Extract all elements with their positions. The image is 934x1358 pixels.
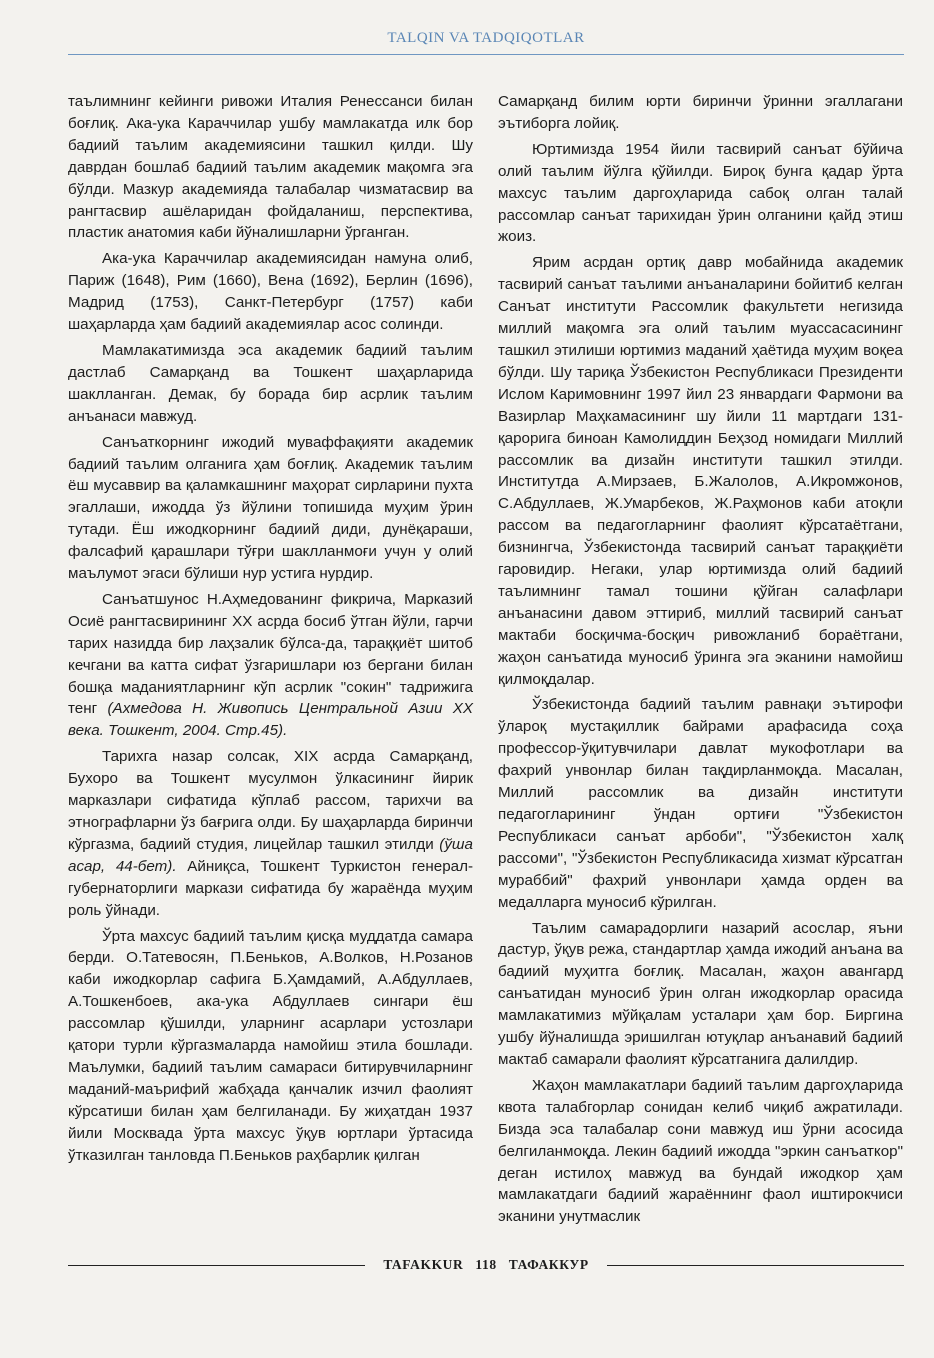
paragraph-text: Тарихга назар солсак, XIX асрда Самарқанд, Бухоро ва Тошкент мусулмон ўлкасининг йирик марказлари сифатида кўплаб рассом, тарихчи ва этнографларни ўз бағрига олди. Бу шаҳарларда биринчи кўргазма, бадиий студия, лицейлар ташкил этилди: [68, 748, 473, 853]
paragraph: [68, 746, 473, 921]
paragraph: Ўрта махсус бадиий таълим қисқа муддатда самара берди. О.Татевосян, П.Беньков, А.Волков, Н.Розанов каби ижодкорлар сафига Б.Ҳамдамий, А.Абдуллаев, А.Тошкенбоев, ака-ука Абдуллаев сингари ёш рассомлар қўшилди, уларнинг асарлари устозлари қатори турли кўргазмаларда намойиш этила бошлади. Маълумки, бадиий таълим самараси битирувчиларнинг маданий-маърифий жабҳада қанчалик изчил фаолият кўрсатиши билан ҳам белгиланади. Бу жиҳатдан 1937 йили Москвада ўрта махсус ўқув юртлари ўртасида ўтказилган танловда П.Беньков раҳбарлик қилган: [68, 927, 473, 1164]
paragraph: Таълим самарадорлиги назарий асослар, яъни дастур, ўқув режа, стандартлар ҳамда ижодий анъана ва бадиий муҳитга боғлиқ. Масалан, жаҳон авангард санъатидан муносиб ўрин олган ижодкорлар орасида мамлакатимиз мўйқалам усталари ҳам бор. Биргина ушбу йўналишда эришилган ютуқлар анъанавий бадиий мактаб самарали фаолият кўрсатганига далилдир.: [498, 919, 903, 1068]
page-number: 118: [475, 1257, 497, 1272]
paragraph: Санъаткорнинг ижодий муваффақияти академик бадиий таълим олганига ҳам боғлиқ. Академик таълим ёш мусаввир ва қаламкашнинг маҳорат сирларини пухта эгаллаши, ижодда ўз йўлини топишида муҳим ўрин тутади. Ёш ижодкорнинг бадиий диди, дунёқараши, фалсафий қарашлари тўғри шаклланмоғи учун у олий маълумот эгаси бўлиши нур устига нурдир.: [68, 433, 473, 583]
footer-journal-latin: TAFAKKUR: [383, 1257, 464, 1272]
paragraph: Ака-ука Караччилар академиясидан намуна олиб, Париж (1648), Рим (1660), Вена (1692), Берлин (1696), Мадрид (1753), Санкт-Петербург (1757) каби шаҳарларда ҳам бадиий академиялар асос солинди.: [68, 250, 473, 334]
paragraph: Ярим асрдан ортиқ давр мобайнида академик тасвирий санъат таълими анъаналарини бойитиб келган Санъат институти Рассомлик факультети негизида миллий мақомга эга олий таълим муассасасининг ташкил этилиши юртимиз маданий ҳаётида муҳим воқеа бўлди. Шу тариқа Ўзбекистон Республикаси Президенти Ислом Каримовнинг 1997 йил 23 январдаги Фармони ва Вазирлар Маҳкамасининг шу йили 11 мартдаги 131-қарорига биноан Камолиддин Беҳзод номидаги Миллий рассомлик ва дизайн институти ташкил этилди. Институтда А.Мирзаев, Б.Жалолов, А.Икромжонов, С.Абдуллаев, Ж.Умарбеков, Ж.Раҳмонов каби атоқли рассом ва педагогларнинг фаолият кўрсатаётгани, бизнингча, Ўзбекистонда тасвирий санъат тараққиёти гаровидир. Негаки, улар юртимизда олий бадиий таълимнинг тамал тошини қўйган салафлари анъанасини давом эттириб, миллий тасвирий санъат мактаби босқичма-босқич ривожланиб бораётгани, жаҳон санъатида муносиб ўринга эга эканини намойиш қилмоқдалар.: [498, 254, 903, 688]
paragraph: Жаҳон мамлакатлари бадиий таълим даргоҳларида квота талабгорлар сонидан келиб чиқиб ажратилади. Бизда эса талабалар сони мавжуд иш ўрни асосида белгиланмоқда. Лекин бадиий ижодда "эркин санъаткор" деган истилоҳ мавжуд ва бундай ижодкор ҳам мамлакатдаги бадиий жараённинг фаол иштирокчиси эканини унутмаслик: [498, 1076, 903, 1226]
paragraph: Мамлакатимизда эса академик бадиий таълим дастлаб Самарқанд ва Тошкент шаҳарларида шаклланган. Демак, бу борада бир асрлик таълим анъанаси мавжуд.: [68, 341, 473, 425]
paragraph: [68, 589, 473, 742]
paragraph: таълимнинг кейинги ривожи Италия Ренессанси билан боғлиқ. Ака-ука Караччилар ушбу мамлакатда илк бор бадиий таълим академиясини ташкил қилди. Шу даврдан бошлаб бадиий таълим академик мақомга эга бўлди. Мазкур академияда талабалар чизматасвир ва рангтасвир ашёларидан фойдаланиш, перспектива, пластик анатомия каби йўналишларни ўрганган.: [68, 93, 473, 242]
paragraph: Юртимизда 1954 йили тасвирий санъат бўйича олий таълим йўлга қўйилди. Бироқ бунга қадар ўрта махсус таълим даргоҳларида сабоқ олган талай рассомлар санъат тарихидан ўрин олганини қайд этиш жоиз.: [498, 140, 903, 246]
paragraph: Ўзбекистонда бадиий таълим равнақи эътирофи ўлароқ мустақиллик байрами арафасида соҳа профессор-ўқитувчилари давлат мукофотлари ва фахрий унвонлар билан тақдирланмоқда. Масалан, Миллий рассомлик ва дизайн институти педагогларининг ўндан ортиғи "Ўзбекистон Республикаси санъат арбоби", "Ўзбекистон халқ рассоми", "Ўзбекистон Республикасида хизмат кўрсатган мураббий" фахрий унвонлари ҳамда орден ва медалларга муносиб кўрилган.: [498, 696, 903, 911]
footer-text: [365, 1257, 606, 1273]
paragraph: Самарқанд билим юрти биринчи ўринни эгаллагани эътиборга лойиқ.: [498, 93, 903, 132]
paragraph-text: Айниқса, Тошкент Туркистон генерал-губернаторлиги маркази сифатида бу жараёнда муҳим роль ўйнади.: [68, 857, 474, 919]
footer-journal-cyrillic: ТАФАККУР: [508, 1257, 589, 1272]
footer-rule-right: [607, 1265, 904, 1266]
left-column: [68, 91, 473, 1167]
running-header: TALQIN VA TADQIQOTLAR: [387, 30, 585, 46]
citation: (Ахмедова Н. Живопись Центральной Азии XX века. Тошкент, 2004. Стр.45).: [68, 700, 473, 740]
right-column: [498, 91, 903, 1228]
paragraph-text: Санъатшунос Н.Аҳмедованинг фикрича, Марказий Осиё рангтасвирининг XX асрда босиб ўтган йўли, гарчи тарих назидда бир лаҳзалик бўлса-да, тараққиёт шитоб кечгани ва катта сифат ўзгаришлари юз бергани билан бошқа маданиятларнинг кўп асрлик "сокин" тадрижига тенг: [68, 590, 473, 718]
citation: (ўша асар, 44-бет).: [68, 835, 473, 875]
footer-rule-left: [68, 1265, 365, 1266]
header-rule: [68, 54, 904, 55]
page-footer: [68, 1254, 904, 1276]
